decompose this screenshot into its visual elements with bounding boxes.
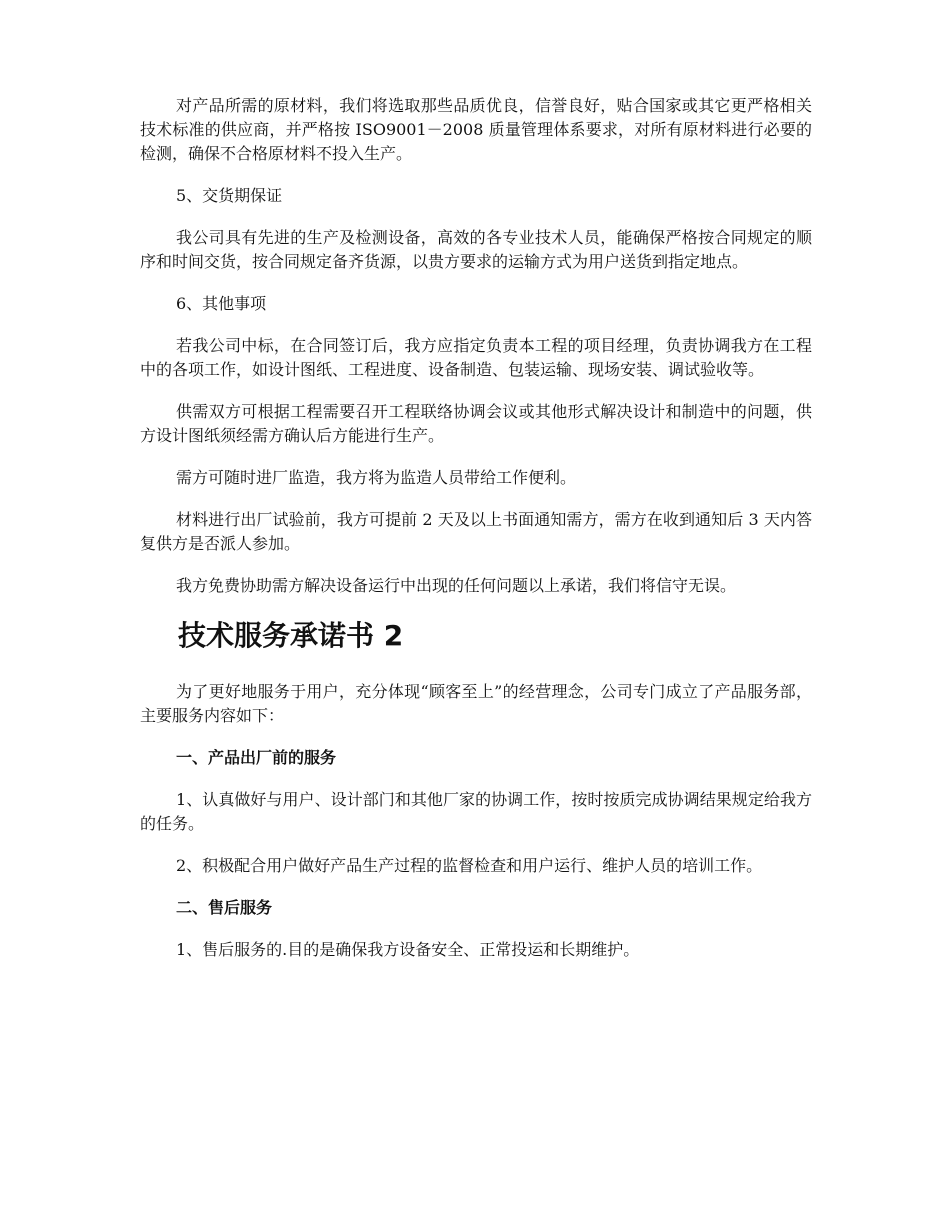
- paragraph-other-3: 需方可随时进厂监造，我方将为监造人员带给工作便利。: [176, 468, 577, 487]
- paragraph-pre-shipment-2: 2、积极配合用户做好产品生产过程的监督检查和用户运行、维护人员的培训工作。: [176, 856, 763, 875]
- heading-after-sales-service: 二、售后服务: [176, 898, 273, 917]
- paragraph-pre-shipment-1: 1、认真做好与用户、设计部门和其他厂家的协调工作，按时按质完成协调结果规定给我方的任务。: [140, 790, 812, 833]
- paragraph-other-4: 材料进行出厂试验前，我方可提前 2 天及以上书面通知需方，需方在收到通知后 3 天内答复供方是否派人参加。: [140, 510, 812, 553]
- paragraph-other-5: 我方免费协助需方解决设备运行中出现的任何问题以上承诺，我们将信守无误。: [176, 576, 737, 595]
- heading-delivery-guarantee: 5、交货期保证: [176, 186, 283, 205]
- paragraph-after-sales-1: 1、售后服务的.目的是确保我方设备安全、正常投运和长期维护。: [176, 940, 640, 959]
- paragraph-materials: 对产品所需的原材料，我们将选取那些品质优良，信誉良好，贴合国家或其它更严格相关技术标准的供应商，并严格按 ISO9001－2008 质量管理体系要求，对所有原材料进行必要的检测，确保不合格原材料不投入生产。: [140, 96, 812, 163]
- paragraph-other-1: 若我公司中标，在合同签订后，我方应指定负责本工程的项目经理，负责协调我方在工程中的各项工作，如设计图纸、工程进度、设备制造、包装运输、现场安装、调试验收等。: [140, 336, 812, 379]
- heading-pre-shipment-service: 一、产品出厂前的服务: [176, 748, 337, 767]
- paragraph-delivery: 我公司具有先进的生产及检测设备，高效的各专业技术人员，能确保严格按合同规定的顺序和时间交货，按合同规定备齐货源，以贵方要求的运输方式为用户送货到指定地点。: [140, 228, 812, 271]
- document-title-2: 技术服务承诺书 2: [178, 619, 404, 652]
- paragraph-other-2: 供需双方可根据工程需要召开工程联络协调会议或其他形式解决设计和制造中的问题，供方设计图纸须经需方确认后方能进行生产。: [140, 402, 812, 445]
- document-body: [140, 94, 812, 980]
- paragraph-intro: 为了更好地服务于用户，充分体现“顾客至上”的经营理念，公司专门成立了产品服务部，主要服务内容如下：: [140, 682, 812, 725]
- heading-other-matters: 6、其他事项: [176, 294, 267, 313]
